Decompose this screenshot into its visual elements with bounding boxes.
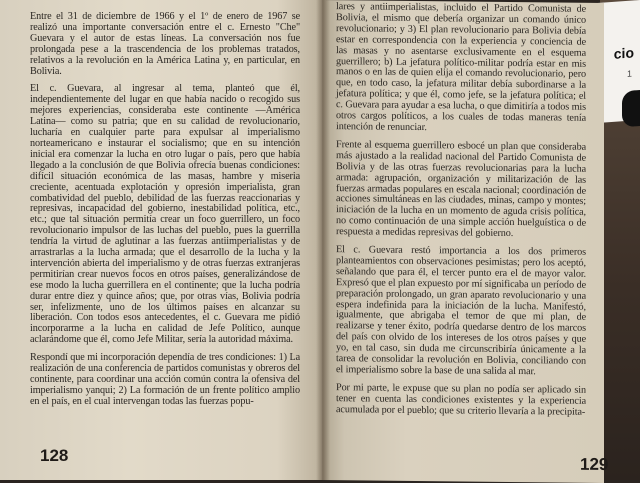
right-page-text bbox=[336, 2, 586, 425]
page-number-left: 128 bbox=[40, 446, 69, 465]
card-subtext: 1 bbox=[626, 68, 632, 79]
paragraph: Frente al esquema guerrillero esbocé un plan que consideraba más ajustado a la realidad nacional del Partido Comunista de Bolivia y de las otras fuerzas revolucionarias para la lucha armada: agrupación, organización y militarización de las fuerzas armadas populares en escala nacional; coordinación de acciones simultáneas en las ciudades, minas, campo y montes; iniciación de la lucha en un momento de aguda crisis política, no como continuación de una simple acción huelguística o de respuesta a medidas represivas del gobierno. bbox=[336, 139, 586, 240]
right-page bbox=[322, 0, 609, 483]
book-gutter bbox=[316, 0, 330, 480]
card-logo-shape bbox=[622, 90, 640, 127]
left-page-text bbox=[30, 12, 300, 415]
card-text: cio bbox=[613, 44, 634, 62]
paragraph: El c. Guevara restó importancia a los dos primeros planteamientos con observaciones pesimistas; pero los aceptó, señalando que para él, el tercer punto era el de mayor valor. Expresó que el plan expuesto por mí significaba un período de preparación prolongado, un gran aparato revolucionario y una espera indefinida para la iniciación de la lucha. Manifestó, igualmente, que abrigaba el temor de que mi plan, de realizarse y tener éxito, podría quedarse dentro de los marcos del país con olvido de los intereses de los otros países y que yo, en tal caso, sin duda me circunscribiría únicamente a la tarea de consolidar la revolución en Bolivia, conciliando con el imperialismo sobre la base de una salida al mar. bbox=[336, 244, 586, 378]
paragraph: lares y antiimperialistas, incluido el Partido Comunista de Bolivia, el mismo que debería organizar un comando único revolucionario; y 3) El plan revolucionario para Bolivia debía estar en correspondencia con la experiencia y conciencia de las masas y no asentarse exclusivamente en el esquema guerrillero; b) La jefatura político-militar podría estar en mis manos o en las de quien elija el comando revolucionario, pero que, en todo caso, la jefatura militar debía subordinarse a la jefatura política; y que él, como jefe, se la jefatura política; el c. Guevara para ayudar a esa lucha, o que dimitiría a todos mis otros cargos políticos, a los cuales de todas maneras tenía intención de renunciar. bbox=[336, 1, 586, 134]
page-number-right: 129 bbox=[580, 454, 609, 474]
paragraph: Respondí que mi incorporación dependía de tres condiciones: 1) La realización de una conferencia de partidos comunistas y obreros del continente, para coordinar una acción común contra la ofensiva del imperialismo yanqui; 2) La formación de un frente político amplio en el país, en el cual intervengan todas las fuerzas popu- bbox=[30, 352, 300, 407]
paragraph: El c. Guevara, al ingresar al tema, planteó que él, independientemente del lugar en que había nacido o recogido sus mejores experiencias, consideraba este continente —América Latina— como su patria; que en su calidad de revolucionario, lucharía en cualquier parte para expulsar al imperialismo norteamericano e instaurar el socialismo; que en su intención inicial era comenzar la lucha en otro lugar o país, pero que había llegado a la conclusión de que Bolivia ofrecía buenas condiciones: difícil situación económica de las masas, hambre y miseria creciente, acentuada explotación y opresión imperialista, gran combatividad del pueblo, debilidad de las fuerzas reaccionarias y represivas, incapacidad del gobierno, inestabilidad política, etc., etc.; que tal situación permitía crear un foco guerrillero, un foco revolucionario impulsor de las luchas del pueblo, pues la guerrilla tendría la virtud de aglutinar a las fuerzas antiimperialistas y de arrastrarlas a la lucha armada; que el desarrollo de la lucha y la intervención abierta del imperialismo y de otras fuerzas extranjeras permitirían crear nuevos focos en otros países, generalizándose de ese modo la lucha guerrillera en el continente; que la lucha podría durar entre diez y quince años; que, por otras vías, Bolivia podría ser, infelizmente, uno de los últimos países en alcanzar su liberación. Con todos esos antecedentes, el c. Guevara me pidió incorporarme a la lucha en calidad de Jefe Político, aunque aclarándome que él, como Jefe Militar, sería la autoridad máxima. bbox=[30, 83, 300, 346]
paragraph: Por mi parte, le expuse que su plan no podía ser aplicado sin tener en cuenta las condiciones existentes y la experiencia acumulada por el pueblo; que su criterio llevaría a la precipita- bbox=[336, 382, 586, 418]
paragraph: Entre el 31 de diciembre de 1966 y el 1º de enero de 1967 se realizó una importante conversación entre el c. Ernesto "Che" Guevara y el autor de estas líneas. La conversación nos fue prolongada pese a la trascendencia de los problemas tratados, relativos a la revolución en la América Latina y, en particular, en Bolivia. bbox=[30, 11, 300, 77]
